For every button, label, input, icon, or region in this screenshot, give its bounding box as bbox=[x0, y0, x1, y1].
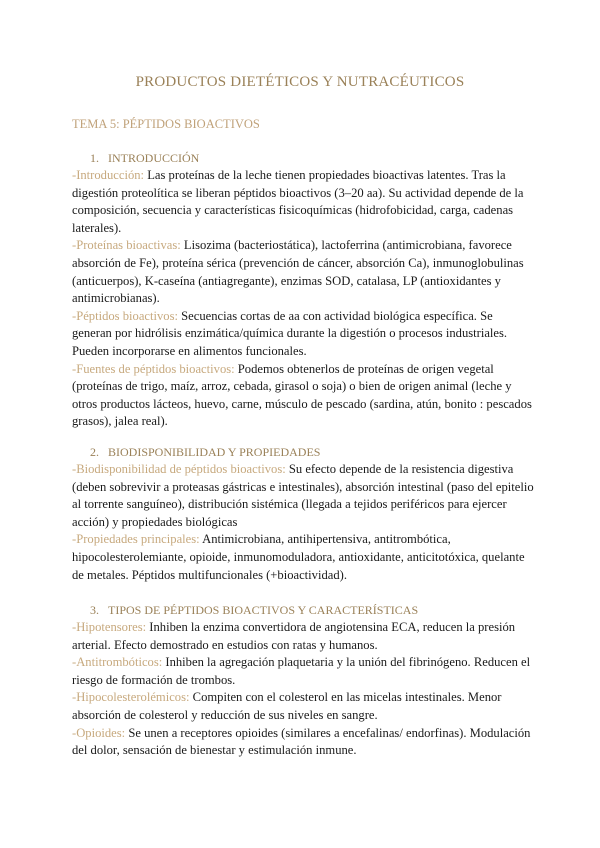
paragraph-text: Las proteínas de la leche tienen propiedades bioactivas latentes. Tras la digestión proteolítica se liberan péptidos bioactivos (3–20 aa). Su actividad depende de la composición, secuencia y características fisicoquímicas (hidrofobicidad, carga, cadenas laterales). bbox=[72, 168, 524, 235]
section-number: 1. bbox=[90, 151, 99, 165]
paragraph bbox=[72, 167, 534, 237]
paragraph bbox=[72, 654, 534, 689]
section-title: BIODISPONIBILIDAD Y PROPIEDADES bbox=[108, 445, 321, 459]
paragraph bbox=[72, 689, 534, 724]
section-heading bbox=[90, 150, 534, 167]
paragraph-label: -Biodisponibilidad de péptidos bioactivos: bbox=[72, 462, 286, 476]
section-number: 3. bbox=[90, 603, 99, 617]
paragraph-label: -Hipocolesterolémicos: bbox=[72, 690, 190, 705]
paragraph bbox=[72, 308, 534, 361]
paragraph-label: -Propiedades principales: bbox=[72, 532, 200, 547]
paragraph bbox=[72, 461, 534, 531]
paragraph-text: Su efecto depende de la resistencia digestiva (deben sobrevivir a proteasas gástricas e intestinales), absorción intestinal (paso del epitelio al torrente sanguíneo), distribución sistémica (llegada a tejidos periféricos para ejercer acción) y propiedades biológicas bbox=[72, 462, 534, 529]
section-tipos bbox=[72, 602, 534, 760]
paragraph-label: -Opioides: bbox=[72, 725, 126, 740]
section-biodisponibilidad bbox=[72, 444, 534, 584]
paragraph-text: Antimicrobiana, antihipertensiva, antitrombótica, hipocolesterolemiante, opioide, inmunomoduladora, antioxidante, anticitotóxica, quelante de metales. Péptidos multifuncionales (+bioactividad). bbox=[72, 532, 525, 582]
section-introduccion bbox=[72, 150, 534, 431]
paragraph-label: -Proteínas bioactivas: bbox=[72, 238, 181, 253]
paragraph-label: -Hipotensores: bbox=[72, 620, 147, 634]
paragraph-text: Inhiben la agregación plaquetaria y la unión del fibrinógeno. Reducen el riesgo de formación de trombos. bbox=[72, 655, 531, 687]
paragraph-text: Podemos obtenerlos de proteínas de origen vegetal (proteínas de trigo, maíz, arroz, cebada, girasol o soja) o bien de origen animal (leche y otros productos lácteos, huevo, carne, músculo de pescado (sardina, atún, bonito : pescados grasos), jalea real). bbox=[72, 361, 532, 429]
paragraph-text: Compiten con el colesterol en las micelas intestinales. Menor absorción de colesterol y reducción de sus niveles en sangre. bbox=[72, 690, 502, 722]
paragraph-text: Inhiben la enzima convertidora de angiotensina ECA, reducen la presión arterial. Efecto demostrado en estudios con ratas y humanos. bbox=[72, 620, 516, 652]
paragraph bbox=[72, 237, 534, 307]
paragraph bbox=[72, 725, 534, 760]
paragraph bbox=[72, 531, 534, 584]
section-title: TIPOS DE PÉPTIDOS BIOACTIVOS Y CARACTERÍSTICAS bbox=[108, 603, 419, 617]
document-title: PRODUCTOS DIETÉTICOS Y NUTRACÉUTICOS bbox=[135, 74, 465, 90]
paragraph-label: -Antitrombóticos: bbox=[72, 655, 163, 670]
section-number: 2. bbox=[90, 445, 99, 459]
paragraph-label: -Fuentes de péptidos bioactivos: bbox=[72, 361, 235, 376]
section-heading bbox=[90, 444, 534, 461]
paragraph bbox=[72, 619, 534, 654]
paragraph bbox=[72, 361, 534, 431]
section-heading bbox=[90, 602, 534, 619]
paragraph-text: Lisozima (bacteriostática), lactoferrina (antimicrobiana, favorece absorción de Fe), proteína sérica (prevención de cáncer, absorción Ca), inmunoglobulinas (anticuerpos), K-caseína (antiagregante), enzimas SOD, catalasa, LP (antioxidantes y antimicrobianas). bbox=[72, 238, 524, 306]
paragraph-label: -Introducción: bbox=[72, 168, 145, 182]
paragraph-label: -Péptidos bioactivos: bbox=[72, 308, 178, 323]
paragraph-text: Se unen a receptores opioides (similares a encefalinas/ endorfinas). Modulación del dolor, sensación de bienestar y estimulación inmune. bbox=[72, 725, 531, 758]
paragraph-text: Secuencias cortas de aa con actividad biológica específica. Se generan por hidrólisis enzimática/química durante la digestión o procesos industriales. Pueden incorporarse en alimentos funcionales. bbox=[72, 308, 508, 358]
section-title: INTRODUCCIÓN bbox=[108, 151, 200, 165]
topic-heading: TEMA 5: PÉPTIDOS BIOACTIVOS bbox=[72, 117, 260, 131]
